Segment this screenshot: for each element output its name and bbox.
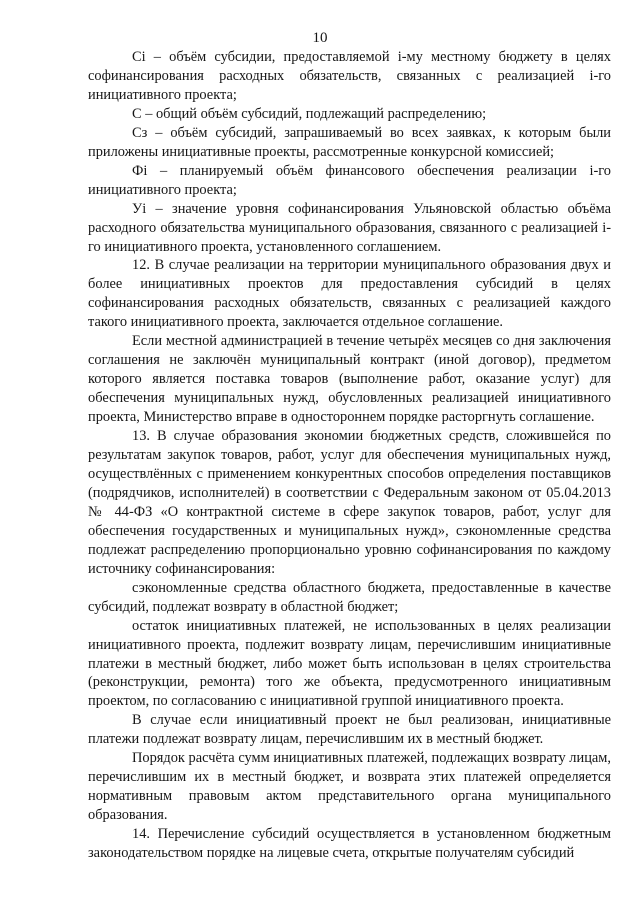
page-number: 10	[312, 30, 328, 46]
paragraph: Сз – объём субсидий, запрашиваемый во всех заявках, к которым были приложены инициативные проекты, рассмотренные конкурсной комиссией;	[88, 124, 611, 160]
paragraph: остаток инициативных платежей, не использованных в целях реализации инициативного проекта, подлежит возврату лицам, перечислившим инициативные платежи в местный бюджет, либо может быть использован в целях строительства (реконструкции, ремонта) того же объекта, предусмотренного инициативным проектом, по согласованию с инициативной группой инициативного проекта.	[88, 617, 611, 710]
paragraph: Фi – планируемый объём финансового обеспечения реализации i-го инициативного проекта;	[88, 162, 611, 198]
paragraph: Если местной администрацией в течение четырёх месяцев со дня заключения соглашения не заключён муниципальный контракт (иной договор), предметом которого является поставка товаров (выполнение работ, оказание услуг) для обеспечения муниципальных нужд, обусловленных реализацией инициативного проекта, Министерство вправе в одностороннем порядке расторгнуть соглашение.	[88, 333, 611, 426]
document-body	[88, 48, 611, 863]
paragraph: Ci – объём субсидии, предоставляемой i-му местному бюджету в целях софинансирования расходных обязательств, связанных с реализацией i-го инициативного проекта;	[88, 49, 611, 103]
paragraph: 12. В случае реализации на территории муниципального образования двух и более инициативных проектов для предоставления субсидий в целях софинансирования расходных обязательств, связанных с реализацией каждого такого инициативного проекта, заключается отдельное соглашение.	[88, 257, 611, 331]
paragraph: Порядок расчёта сумм инициативных платежей, подлежащих возврату лицам, перечислившим их в местный бюджет, и возврата этих платежей определяется нормативным правовым актом представительного органа муниципального образования.	[88, 750, 611, 824]
paragraph: Уi – значение уровня софинансирования Ульяновской областью объёма расходного обязательства муниципального образования, связанного с реализацией i-го инициативного проекта, установленного соглашением.	[88, 200, 611, 255]
paragraph: 13. В случае образования экономии бюджетных средств, сложившейся по результатам закупок товаров, работ, услуг для обеспечения муниципальных нужд, осуществлённых с применением конкурентных способов определения поставщиков (подрядчиков, исполнителей) в соответствии с Федеральным законом от 05.04.2013 № 44-ФЗ «О контрактной системе в сфере закупок товаров, работ, услуг для обеспечения государственных и муниципальных нужд», сэкономленные средства подлежат распределению пропорционально уровню софинансирования по каждому источнику софинансирования:	[88, 428, 611, 577]
paragraph: сэкономленные средства областного бюджета, предоставленные в качестве субсидий, подлежат возврату в областной бюджет;	[88, 579, 611, 615]
paragraph: C – общий объём субсидий, подлежащий распределению;	[132, 105, 487, 122]
paragraph: 14. Перечисление субсидий осуществляется в установленном бюджетным законодательством порядке на лицевые счета, открытые получателям субсидий	[88, 826, 611, 862]
paragraph: В случае если инициативный проект не был реализован, инициативные платежи подлежат возврату лицам, перечислившим их в местный бюджет.	[88, 712, 611, 748]
